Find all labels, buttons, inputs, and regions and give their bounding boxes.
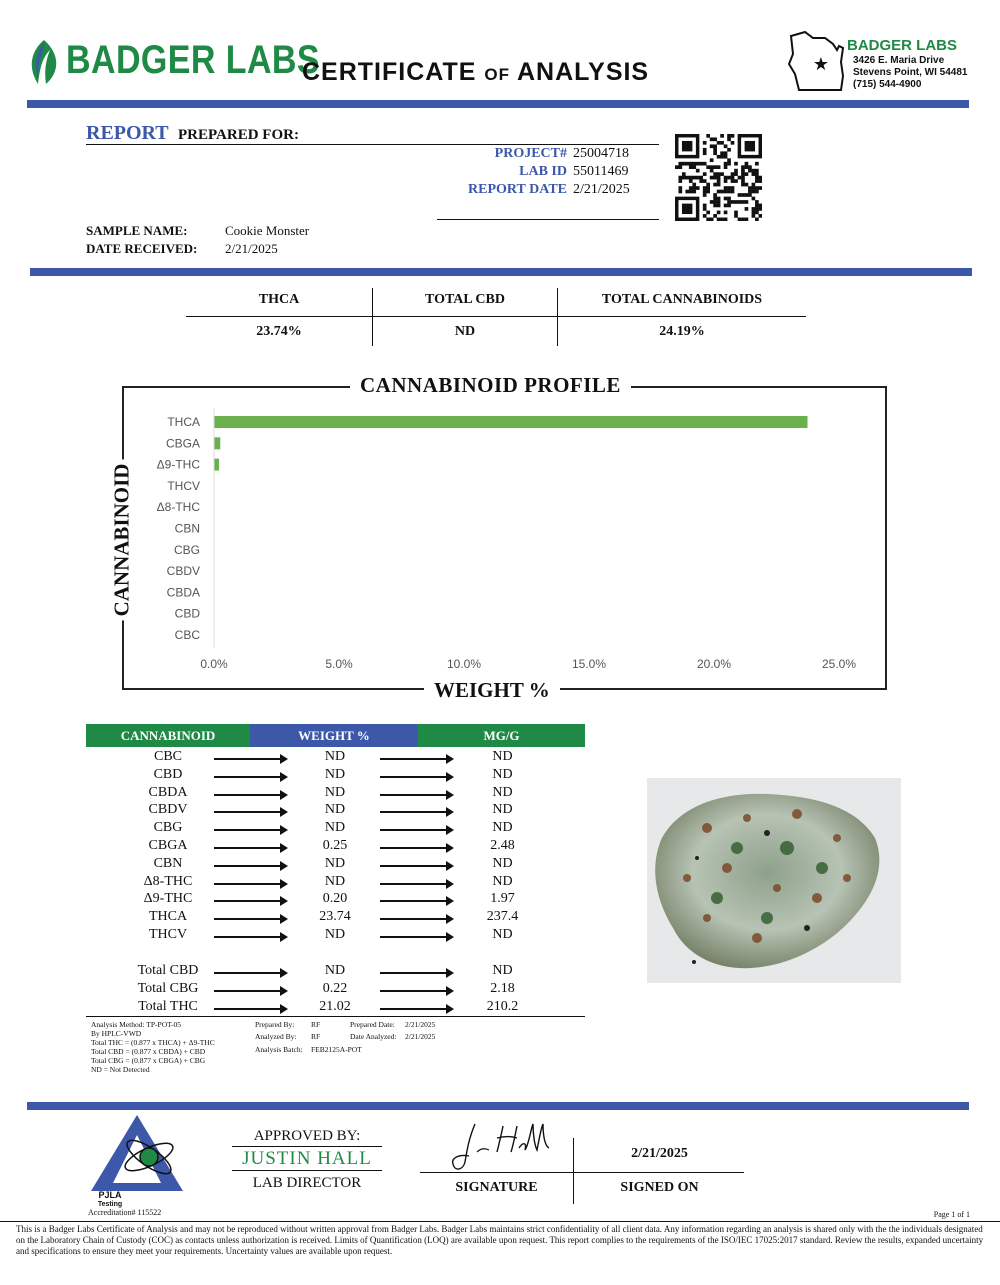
- table-row-mg: 1.97: [490, 891, 515, 907]
- sample-photo: [647, 778, 901, 983]
- prepared-date-label: Prepared Date:: [350, 1020, 395, 1029]
- signature-line: [420, 1172, 575, 1173]
- table-row-mg: 2.48: [490, 838, 515, 853]
- wisconsin-map-icon: [785, 28, 849, 94]
- disclaimer-text: This is a Badger Labs Certificate of Analysis and may not be reproduced without written approval from Badger Labs. Badger Labs maintains strict confidentiality of all client data. Any information regarding an analysis is shared only with the the individuals designated on the Laboratory Chain of Custody (COC) as contacts unless authorization is received. Limits of Quantification (LOQ) are available upon request. This report complies to the requirements of the ISO/IEC 17025:2017 standard. Review the results, expanded uncertainty and specifications to ensure they meet your requirements. Uncertainty values are available upon request.: [16, 1224, 984, 1256]
- total-row-weight: 21.02: [319, 998, 351, 1014]
- total-row-name: Total CBG: [137, 980, 199, 996]
- table-row-name: CBDA: [148, 784, 188, 800]
- chart-x-tick-label: 25.0%: [821, 657, 857, 671]
- arrow-icon: [380, 847, 452, 849]
- arrow-icon: [214, 794, 286, 796]
- approver-underline: [232, 1170, 382, 1171]
- table-row-name: CBN: [153, 855, 183, 871]
- prepared-date-value: 2/21/2025: [405, 1020, 436, 1029]
- chart-x-tick-label: 5.0%: [325, 657, 353, 671]
- prepared-for-label: PREPARED FOR:: [178, 127, 299, 143]
- analyzed-by-value: RF: [311, 1032, 321, 1041]
- chart-category-label: CBDA: [166, 585, 200, 600]
- table-row-weight: ND: [324, 802, 346, 818]
- arrow-icon: [380, 776, 452, 778]
- labid-label: LAB ID: [519, 164, 567, 179]
- arrow-icon: [380, 883, 452, 885]
- project-value: 25004718: [573, 146, 629, 161]
- leaf-logo-icon: [26, 38, 62, 86]
- chart-category-label: CBN: [174, 521, 200, 536]
- arrow-icon: [214, 883, 286, 885]
- table-header-mg-g: MG/G: [418, 724, 585, 747]
- report-date-value: 2/21/2025: [573, 182, 630, 197]
- table-row-mg: ND: [492, 749, 513, 764]
- batch-value: FEB2125A-POT: [311, 1045, 362, 1054]
- prepared-by-label: Prepared By:: [255, 1020, 295, 1029]
- arrow-icon: [380, 900, 452, 902]
- pjla-testing-label: Testing: [97, 1201, 123, 1208]
- arrow-icon: [214, 972, 286, 974]
- page-number: Page 1 of 1: [933, 1210, 970, 1219]
- date-received-label: DATE RECEIVED:: [86, 241, 198, 256]
- lab-address-line2: Stevens Point, WI 54481: [853, 67, 968, 78]
- total-row-mg: 210.2: [486, 998, 519, 1014]
- chart-category-label: Δ8-THC: [156, 500, 200, 515]
- chart-category-label: Δ9-THC: [156, 457, 200, 472]
- table-row-weight: ND: [324, 873, 346, 889]
- lab-address-line1: 3426 E. Maria Drive: [853, 55, 945, 66]
- total-row-name: Total CBD: [137, 963, 199, 978]
- table-row-mg: ND: [492, 855, 513, 871]
- summary-header-thca: THCA: [258, 292, 300, 307]
- approved-by-underline: [232, 1146, 382, 1147]
- accreditation-number: Accreditation# 115522: [88, 1208, 162, 1217]
- summary-divider: [186, 316, 806, 317]
- table-header-weight: WEIGHT %: [250, 724, 418, 747]
- summary-header-total-cannabinoids: TOTAL CANNABINOIDS: [601, 292, 763, 307]
- table-row-mg: 237.4: [486, 909, 519, 925]
- arrow-icon: [214, 936, 286, 938]
- table-row-mg: ND: [492, 820, 513, 836]
- chart-y-axis-label: CANNABINOID: [110, 460, 135, 621]
- date-received-value: 2/21/2025: [225, 241, 278, 256]
- svg-text:★: ★: [812, 54, 830, 74]
- arrow-icon: [380, 990, 452, 992]
- chart-bar: [214, 437, 220, 449]
- table-row-mg: ND: [492, 802, 513, 818]
- arrow-icon: [214, 847, 286, 849]
- signature-col-line: [573, 1138, 574, 1204]
- cannabinoid-profile-chart: [124, 400, 884, 685]
- table-row-name: CBDV: [148, 802, 188, 818]
- table-row-weight: ND: [324, 766, 346, 782]
- header-divider: [27, 100, 969, 108]
- total-row-name: Total THC: [138, 998, 198, 1014]
- arrow-icon: [380, 918, 452, 920]
- summary-header-total-cbd: TOTAL CBD: [424, 292, 505, 307]
- report-date-label: REPORT DATE: [468, 182, 567, 197]
- approved-by-label: APPROVED BY:: [253, 1128, 361, 1144]
- approver-title: LAB DIRECTOR: [252, 1175, 362, 1191]
- chart-x-tick-label: 20.0%: [696, 657, 732, 671]
- prepared-by-value: RF: [311, 1020, 321, 1029]
- project-label: PROJECT#: [494, 146, 567, 161]
- arrow-icon: [214, 865, 286, 867]
- project-underline: [437, 219, 659, 220]
- chart-category-label: CBD: [174, 606, 200, 621]
- footer-rule: [0, 1221, 1000, 1222]
- chart-x-tick-label: 15.0%: [571, 657, 607, 671]
- date-analyzed-label: Date Analyzed:: [350, 1032, 397, 1041]
- report-label: REPORT: [86, 122, 169, 144]
- arrow-icon: [380, 1008, 452, 1010]
- chart-category-label: CBC: [174, 628, 200, 642]
- table-row-name: CBD: [153, 766, 183, 782]
- arrow-icon: [214, 811, 286, 813]
- table-row-weight: ND: [324, 749, 346, 764]
- report-divider: [30, 268, 972, 276]
- signed-on-line: [575, 1172, 744, 1173]
- arrow-icon: [214, 900, 286, 902]
- table-row-name: Δ9-THC: [143, 891, 193, 907]
- pjla-logo-icon: [89, 1113, 185, 1193]
- summary-value-total-cannabinoids: 24.19%: [659, 324, 705, 339]
- table-bottom-line: [86, 1016, 585, 1017]
- chart-title: CANNABINOID PROFILE: [350, 373, 631, 398]
- table-row-weight: 0.20: [322, 891, 348, 907]
- chart-category-label: THCA: [167, 415, 200, 429]
- analyzed-by-label: Analyzed By:: [255, 1032, 297, 1041]
- total-row-weight: 0.22: [322, 980, 348, 996]
- labid-value: 55011469: [573, 164, 629, 179]
- qr-code-icon: [675, 134, 762, 221]
- signature-image: [445, 1118, 555, 1174]
- approval-divider: [27, 1102, 969, 1110]
- document-title: CERTIFICATE OF ANALYSIS: [302, 58, 650, 86]
- chart-x-tick-label: 0.0%: [200, 657, 228, 671]
- sample-name-value: Cookie Monster: [225, 223, 310, 238]
- table-header-cannabinoid: CANNABINOID: [86, 724, 250, 747]
- pjla-label: PJLA: [98, 1190, 122, 1200]
- arrow-icon: [380, 972, 452, 974]
- date-analyzed-value: 2/21/2025: [405, 1032, 436, 1041]
- chart-bar: [214, 459, 219, 471]
- table-row-name: CBC: [153, 749, 182, 764]
- signature-label: SIGNATURE: [455, 1180, 538, 1195]
- table-row-weight: 23.74: [319, 909, 351, 925]
- summary-value-total-cbd: ND: [454, 324, 476, 339]
- approver-name: JUSTIN HALL: [242, 1148, 372, 1169]
- arrow-icon: [380, 758, 452, 760]
- table-row-name: CBGA: [148, 838, 188, 853]
- batch-label: Analysis Batch:: [255, 1045, 303, 1054]
- table-row-weight: ND: [324, 927, 346, 942]
- cannabis-bud-image: [647, 778, 901, 983]
- table-row-mg: ND: [492, 784, 513, 800]
- arrow-icon: [380, 811, 452, 813]
- sample-name-label: SAMPLE NAME:: [86, 223, 188, 238]
- arrow-icon: [214, 1008, 286, 1010]
- table-row-weight: ND: [324, 784, 346, 800]
- total-row-mg: 2.18: [490, 980, 515, 996]
- arrow-icon: [214, 776, 286, 778]
- total-row-mg: ND: [492, 963, 513, 978]
- signed-on-label: SIGNED ON: [620, 1180, 699, 1195]
- table-row-mg: ND: [492, 873, 513, 889]
- method-notes: Analysis Method: TP-POT-05 By HPLC-VWD Total THC = (0.877 x THCA) + Δ9-THC Total CBD = (0.877 x CBDA) + CBD Total CBG = (0.877 x CBGA) + CBG ND = Not Detected: [91, 1020, 215, 1074]
- table-row-name: THCV: [148, 927, 188, 942]
- arrow-icon: [214, 758, 286, 760]
- chart-x-tick-label: 10.0%: [446, 657, 482, 671]
- signed-on-value: 2/21/2025: [631, 1146, 688, 1161]
- chart-x-axis-label: WEIGHT %: [424, 678, 560, 703]
- arrow-icon: [214, 990, 286, 992]
- table-row-weight: 0.25: [322, 838, 348, 853]
- summary-value-thca: 23.74%: [256, 324, 302, 339]
- table-row-mg: ND: [492, 766, 513, 782]
- chart-category-label: CBGA: [165, 436, 200, 451]
- table-row-mg: ND: [492, 927, 513, 942]
- lab-phone: (715) 544-4900: [853, 79, 922, 90]
- lab-name: BADGER LABS: [847, 37, 958, 54]
- chart-category-label: CBDV: [166, 564, 200, 579]
- total-row-weight: ND: [324, 963, 346, 978]
- prepared-for-underline: [86, 144, 659, 145]
- table-row-name: CBG: [153, 820, 183, 836]
- chart-bar: [214, 416, 808, 428]
- arrow-icon: [380, 865, 452, 867]
- table-row-name: THCA: [148, 909, 188, 925]
- chart-category-label: THCV: [167, 478, 200, 493]
- arrow-icon: [380, 936, 452, 938]
- chart-category-label: CBG: [173, 542, 200, 557]
- arrow-icon: [214, 918, 286, 920]
- arrow-icon: [380, 829, 452, 831]
- arrow-icon: [380, 794, 452, 796]
- logo-text: BADGER LABS: [66, 38, 321, 82]
- table-row-weight: ND: [324, 820, 346, 836]
- table-row-weight: ND: [324, 855, 346, 871]
- arrow-icon: [214, 829, 286, 831]
- table-row-name: Δ8-THC: [143, 873, 193, 889]
